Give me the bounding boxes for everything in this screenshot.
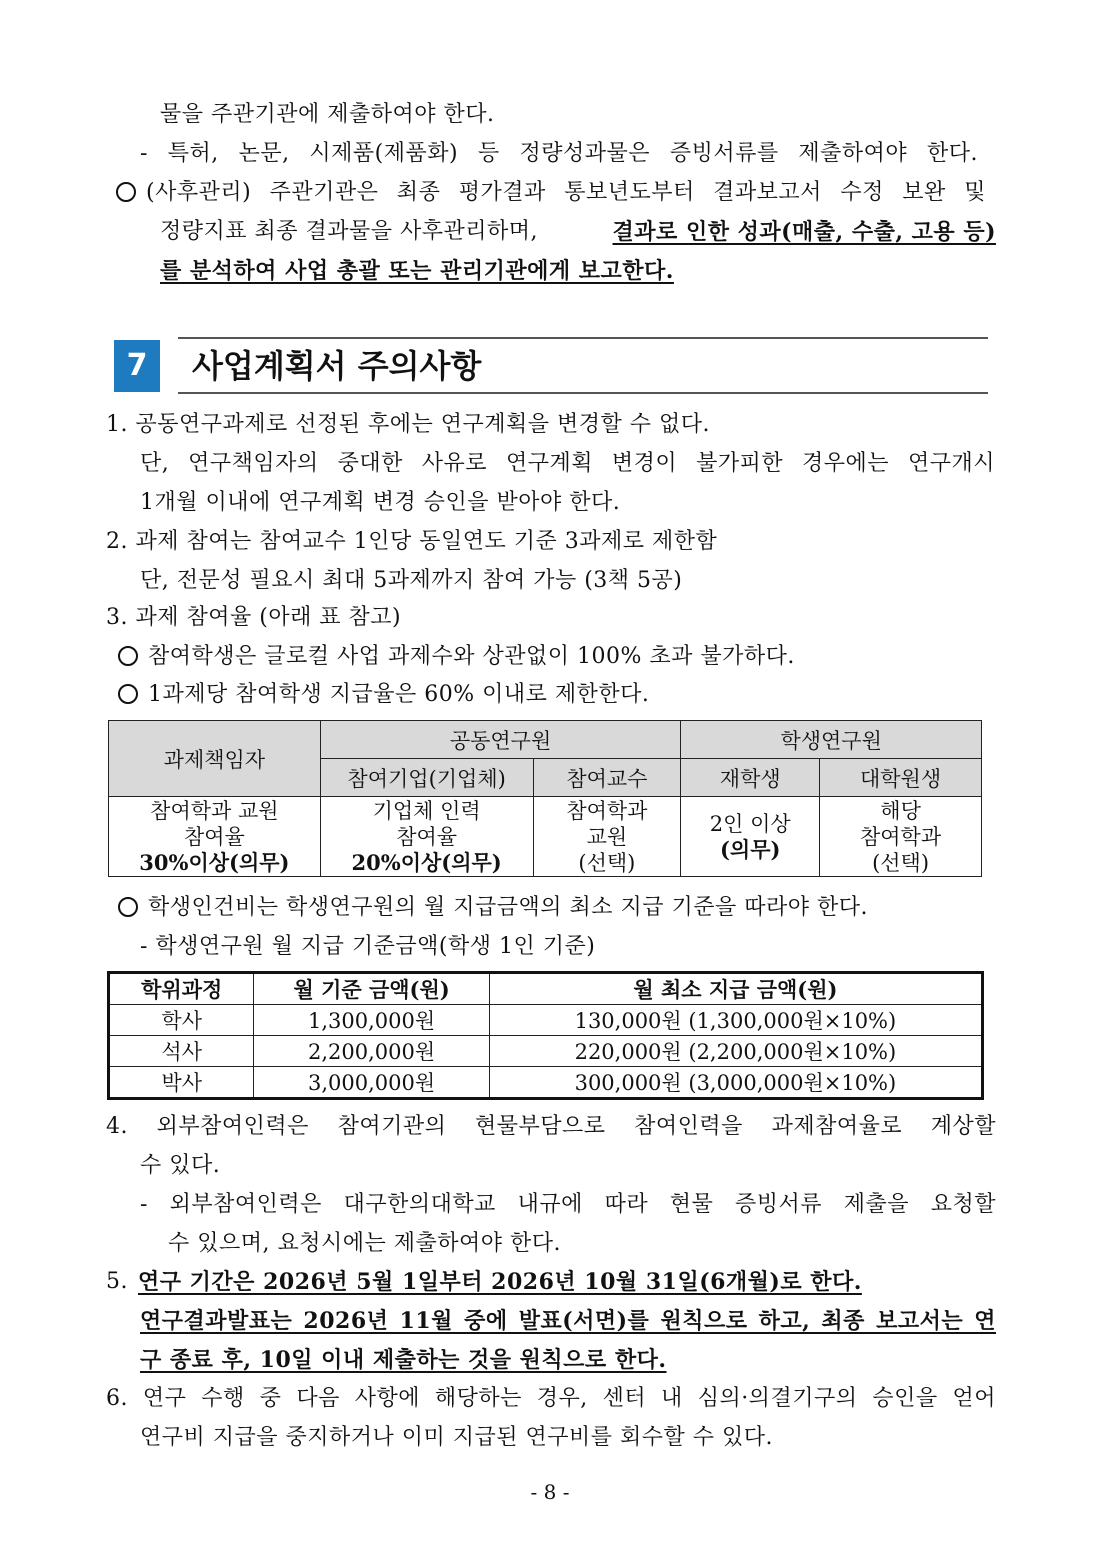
section-number: 7 — [114, 340, 160, 392]
circle-bullet-icon — [118, 684, 138, 704]
td-prof-l2: 교원 — [586, 824, 628, 849]
pay-th-degree: 학위과정 — [109, 973, 254, 1005]
table-row — [109, 1005, 983, 1036]
item-1-line-1: 1. 공동연구과제로 선정된 후에는 연구계획을 변경할 수 없다. — [106, 412, 710, 437]
table-row — [109, 1036, 983, 1067]
pay-circle-text: 학생인건비는 학생연구원의 월 지급금액의 최소 지급 기준을 따라야 한다. — [148, 895, 869, 920]
item-3-circle-2-text: 1과제당 참여학생 지급율은 60% 이내로 제한한다. — [148, 682, 650, 707]
th-pi: 과제책임자 — [109, 721, 321, 797]
item-5-line-1: 연구 기간은 2026년 5월 1일부터 2026년 10월 31일(6개월)로 한다. — [138, 1269, 862, 1295]
pay-th-min: 월 최소 지급 금액(원) — [489, 973, 982, 1005]
intro-line-4b: 결과로 인한 성과(매출, 수출, 고용 등) — [612, 219, 996, 245]
intro-line-5: 를 분석하여 사업 총괄 또는 관리기관에게 보고한다. — [160, 258, 674, 284]
th-student: 학생연구원 — [681, 721, 982, 759]
item-3-circle-1 — [118, 642, 795, 672]
pay-cell: 박사 — [109, 1067, 254, 1099]
td-company — [320, 797, 533, 877]
item-3-circle-1-text: 참여학생은 글로컬 사업 과제수와 상관없이 100% 초과 불가하다. — [148, 644, 795, 669]
td-pi-l2: 참여율 — [183, 824, 245, 849]
th-company: 참여기업(기업체) — [320, 759, 533, 797]
item-6-line-1: 6. 연구 수행 중 다음 사항에 해당하는 경우, 센터 내 심의·의결기구의 승인을 얻어 — [106, 1386, 996, 1411]
pay-cell: 학사 — [109, 1005, 254, 1036]
item-1-line-3: 1개월 이내에 연구계획 변경 승인을 받아야 한다. — [140, 490, 621, 515]
section-rule-bottom — [178, 392, 988, 394]
pay-cell: 3,000,000원 — [254, 1067, 489, 1099]
td-company-l2: 참여율 — [396, 824, 458, 849]
item-4-line-1: 4. 외부참여인력은 참여기관의 현물부담으로 참여인력을 과제참여율로 계상할 — [106, 1114, 996, 1139]
td-pi — [109, 797, 321, 877]
item-5-line-3: 구 종료 후, 10일 이내 제출하는 것을 원칙으로 한다. — [140, 1347, 667, 1373]
circle-bullet-icon — [118, 897, 138, 917]
td-grad — [820, 797, 982, 877]
intro-line-3: (사후관리) 주관기관은 최종 평가결과 통보년도부터 결과보고서 수정 보완 및 — [146, 180, 986, 205]
th-joint: 공동연구원 — [320, 721, 681, 759]
participation-table — [108, 720, 982, 877]
th-enrolled: 재학생 — [681, 759, 820, 797]
td-prof-l3: (선택) — [578, 850, 636, 875]
td-company-l3: 20%이상(의무) — [351, 849, 502, 875]
intro-line-4 — [160, 217, 996, 247]
td-prof — [533, 797, 681, 877]
page-number: - 8 - — [530, 1480, 570, 1504]
item-5-line-2: 연구결과발표는 2026년 11월 중에 발표(서면)를 원칙으로 하고, 최종 보고서는 연 — [140, 1308, 996, 1334]
pay-table — [107, 971, 984, 1100]
item-3-circle-2 — [118, 680, 649, 710]
pay-cell: 300,000원 (3,000,000원×10%) — [489, 1067, 982, 1099]
pay-circle — [118, 893, 868, 923]
intro-line-4a: 정량지표 최종 결과물을 사후관리하며, — [160, 219, 539, 244]
th-grad: 대학원생 — [820, 759, 982, 797]
section-rule-top — [178, 337, 988, 339]
td-grad-l3: (선택) — [872, 850, 930, 875]
td-enrolled-l2: (의무) — [720, 836, 781, 862]
circle-bullet-icon — [118, 646, 138, 666]
td-enrolled-l1: 2인 이상 — [709, 811, 791, 836]
td-enrolled — [681, 797, 820, 877]
intro-line-1: 물을 주관기관에 제출하여야 한다. — [160, 102, 495, 127]
td-prof-l1: 참여학과 — [566, 798, 648, 823]
td-grad-l2: 참여학과 — [859, 824, 942, 849]
td-pi-l1: 참여학과 교원 — [150, 798, 279, 823]
pay-cell: 220,000원 (2,200,000원×10%) — [489, 1036, 982, 1067]
intro-line-2: - 특허, 논문, 시제품(제품화) 등 정량성과물은 증빙서류를 제출하여야 한다. — [140, 141, 978, 166]
item-2-line-2: 단, 전문성 필요시 최대 5과제까지 참여 가능 (3책 5공) — [140, 568, 683, 593]
item-1-line-2: 단, 연구책임자의 중대한 사유로 연구계획 변경이 불가피한 경우에는 연구개시 — [140, 451, 995, 476]
section-title: 사업계획서 주의사항 — [192, 347, 482, 385]
td-company-l1: 기업체 인력 — [372, 798, 481, 823]
item-4-dash-1: - 외부참여인력은 대구한의대학교 내규에 따라 현물 증빙서류 제출을 요청할 — [140, 1192, 996, 1217]
td-pi-l3: 30%이상(의무) — [139, 849, 290, 875]
pay-dash: - 학생연구원 월 지급 기준금액(학생 1인 기준) — [140, 934, 596, 959]
table-row — [109, 1067, 983, 1099]
pay-cell: 석사 — [109, 1036, 254, 1067]
item-4-dash-2: 수 있으며, 요청시에는 제출하여야 한다. — [168, 1231, 561, 1256]
item-2-line-1: 2. 과제 참여는 참여교수 1인당 동일연도 기준 3과제로 제한함 — [106, 529, 718, 554]
intro-line-3-wrap — [116, 178, 996, 208]
th-prof: 참여교수 — [533, 759, 681, 797]
circle-bullet-icon — [116, 182, 136, 202]
pay-cell: 2,200,000원 — [254, 1036, 489, 1067]
pay-cell: 1,300,000원 — [254, 1005, 489, 1036]
item-5-number: 5. — [106, 1269, 128, 1294]
item-3-line-1: 3. 과제 참여율 (아래 표 참고) — [106, 605, 402, 630]
item-4-line-2: 수 있다. — [140, 1153, 221, 1178]
pay-cell: 130,000원 (1,300,000원×10%) — [489, 1005, 982, 1036]
pay-th-base: 월 기준 금액(원) — [254, 973, 489, 1005]
item-6-line-2: 연구비 지급을 중지하거나 이미 지급된 연구비를 회수할 수 있다. — [140, 1425, 773, 1450]
td-grad-l1: 해당 — [880, 798, 921, 823]
